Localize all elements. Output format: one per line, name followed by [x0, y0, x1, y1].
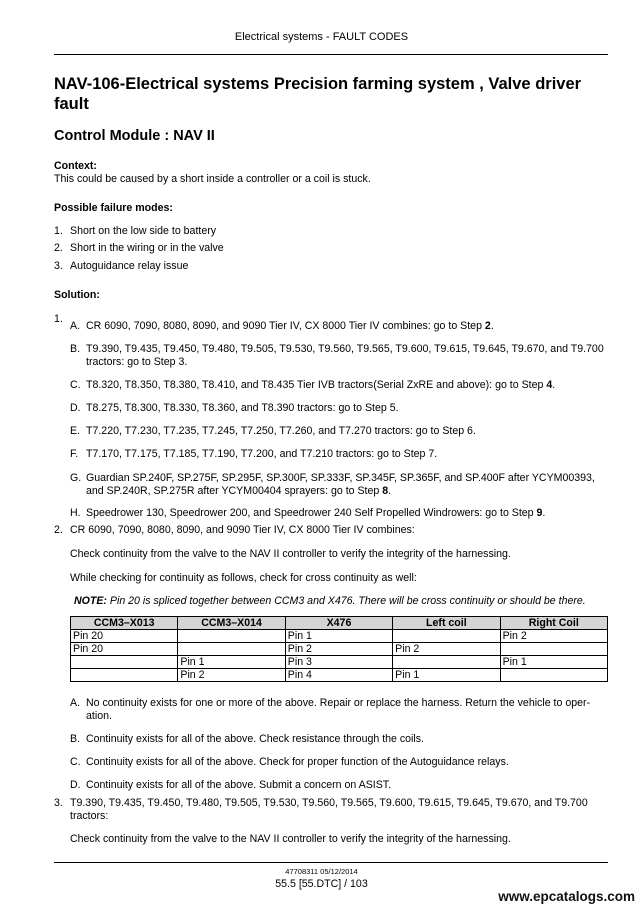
- continuity-table: [70, 616, 608, 682]
- table-cell: Pin 4: [285, 669, 392, 682]
- step-ref: 2: [484, 320, 491, 332]
- table-cell: Pin 20: [71, 643, 178, 656]
- step-ref: 8: [382, 485, 389, 497]
- table-cell: Pin 1: [285, 630, 392, 643]
- solution-label: Solution:: [54, 289, 100, 301]
- step-ref: 9: [536, 507, 543, 519]
- failure-modes-label: Possible failure modes:: [54, 202, 173, 214]
- note-label: NOTE:: [74, 595, 107, 607]
- table-header-cell: CCM3–X014: [178, 617, 285, 630]
- table-row: [71, 669, 608, 682]
- table-cell: Pin 20: [71, 630, 178, 643]
- table-row: [71, 630, 608, 643]
- table-header-cell: Left coil: [393, 617, 500, 630]
- page-title: NAV-106-Electrical systems Precision farming system , Valve driver fault: [54, 75, 582, 113]
- table-header-cell: CCM3–X013: [71, 617, 178, 630]
- table-header-cell: X476: [285, 617, 392, 630]
- table-cell: [393, 656, 500, 669]
- context-label: Context:: [54, 160, 97, 172]
- table-cell: Pin 1: [393, 669, 500, 682]
- table-row: [71, 656, 608, 669]
- table-row: [71, 643, 608, 656]
- table-cell: Pin 2: [393, 643, 500, 656]
- step-number: 1.: [54, 313, 63, 325]
- table-cell: [393, 630, 500, 643]
- step2-para2: While checking for continuity as follows, check for cross continuity as well:: [70, 572, 417, 584]
- running-head: Electrical systems - FAULT CODES: [234, 31, 409, 43]
- step3-para1: Check continuity from the valve to the NAV II controller to verify the integrity of the harnessing.: [70, 833, 511, 845]
- footer-page-number: 55.5 [55.DTC] / 103: [275, 878, 368, 890]
- table-cell: Pin 2: [285, 643, 392, 656]
- table-cell: [71, 656, 178, 669]
- table-cell: Pin 2: [178, 669, 285, 682]
- footer-rule: [54, 862, 608, 863]
- step-ref: 4: [546, 379, 553, 391]
- context-text: This could be caused by a short inside a controller or a coil is stuck.: [54, 173, 371, 185]
- option-text: CR 6090, 7090, 8080, 8090, and 9090 Tier IV, CX 8000 Tier IV combines: go to Step: [86, 320, 485, 332]
- table-cell: [500, 643, 607, 656]
- step2-note: [74, 595, 586, 608]
- note-text: Pin 20 is spliced together between CCM3 and X476. There will be cross continuity or should be there.: [106, 595, 586, 607]
- table-cell: Pin 1: [178, 656, 285, 669]
- table-cell: Pin 2: [500, 630, 607, 643]
- step2-para1: Check continuity from the valve to the NAV II controller to verify the integrity of the harnessing.: [70, 548, 511, 560]
- table-cell: Pin 1: [500, 656, 607, 669]
- table-cell: [71, 669, 178, 682]
- footer-doc-code: 47708311 05/12/2014: [285, 867, 358, 876]
- table-cell: Pin 3: [285, 656, 392, 669]
- header-rule: [54, 54, 608, 55]
- watermark: www.epcatalogs.com: [498, 889, 635, 904]
- table-cell: [178, 630, 285, 643]
- table-cell: [178, 643, 285, 656]
- control-module-heading: Control Module : NAV II: [54, 128, 215, 144]
- table-header-row: [71, 617, 608, 630]
- table-header-cell: Right Coil: [500, 617, 607, 630]
- table-cell: [500, 669, 607, 682]
